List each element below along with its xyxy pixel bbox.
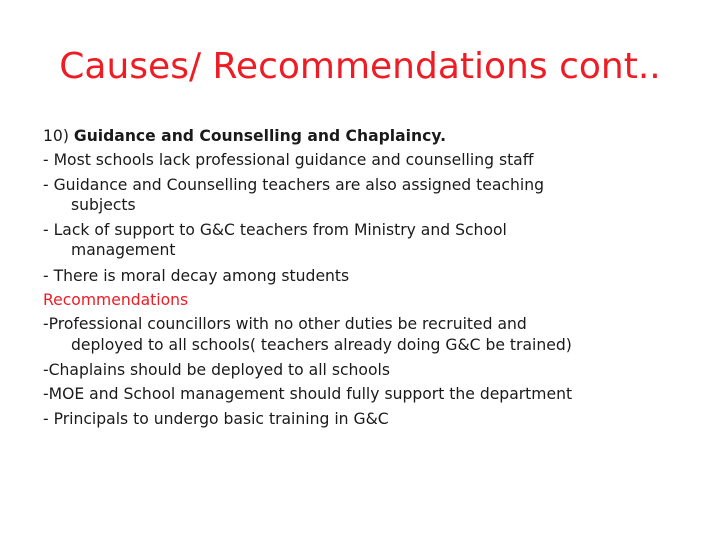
bullet-line: - Lack of support to G&C teachers from Ministry and School xyxy=(43,221,507,240)
bullet-line: - There is moral decay among students xyxy=(43,266,350,285)
slide-title: Causes/ Recommendations cont.. xyxy=(59,46,661,87)
section-heading-text: Guidance and Counselling and Chaplaincy. xyxy=(73,127,446,145)
bullet-line: - Most schools lack professional guidance and counselling staff xyxy=(43,151,534,170)
bullet-line: - Principals to undergo basic training in G&C xyxy=(43,409,389,428)
recommendations-heading: Recommendations xyxy=(43,291,189,310)
bullet-continuation: management xyxy=(71,241,176,260)
section-heading xyxy=(43,124,703,148)
bullet-line: - Guidance and Counselling teachers are also assigned teaching xyxy=(43,175,544,194)
bullet-line: -Chaplains should be deployed to all schools xyxy=(43,360,390,379)
section-number: 10) xyxy=(43,127,74,145)
bullet-line: -MOE and School management should fully support the department xyxy=(43,385,573,404)
bullet-line: -Professional councillors with no other duties be recruited and xyxy=(43,315,527,334)
bullet-continuation: deployed to all schools( teachers already doing G&C be trained) xyxy=(71,335,572,354)
slide-body xyxy=(43,124,703,431)
bullet-continuation: subjects xyxy=(71,195,136,214)
